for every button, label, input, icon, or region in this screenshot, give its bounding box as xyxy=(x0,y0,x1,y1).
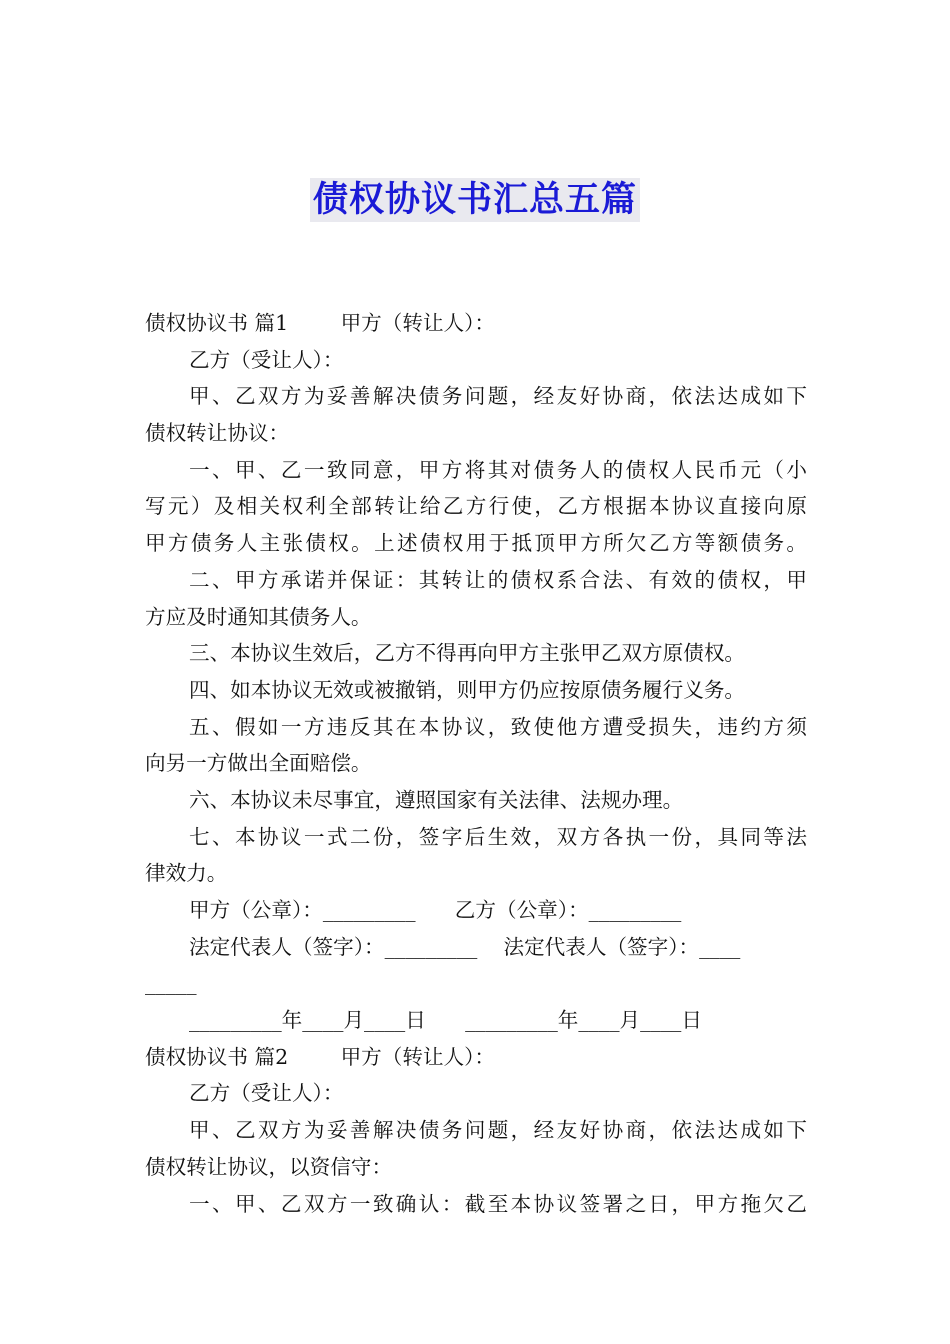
text-line: _____ xyxy=(145,971,197,996)
text-line: 一、甲、乙双方一致确认：截至本协议签署之日，甲方拖欠乙 xyxy=(189,1191,807,1216)
text-line: 二、甲方承诺并保证：其转让的债权系合法、有效的债权，甲 xyxy=(189,567,807,592)
text-line: 债权协议书 篇2 甲方（转让人）： xyxy=(145,1044,496,1069)
text-line: 七、本协议一式二份，签字后生效，双方各执一份，具同等法 xyxy=(189,824,807,849)
text-line: 乙方（受让人）： xyxy=(189,347,344,372)
text-line: 方应及时通知其债务人。 xyxy=(145,604,372,629)
text-line: 一、甲、乙一致同意，甲方将其对债务人的债权人民币元（小 xyxy=(189,457,807,482)
text-line: 五、假如一方违反其在本协议，致使他方遭受损失，违约方须 xyxy=(189,714,807,739)
text-line: _________年____月____日 _________年____月____日 xyxy=(189,1008,702,1033)
title-container xyxy=(0,178,950,222)
text-line: 甲方（公章）：_________ 乙方（公章）：_________ xyxy=(189,898,682,922)
document-body xyxy=(145,305,807,1222)
text-line: 乙方（受让人）： xyxy=(189,1081,344,1106)
text-line: 四、如本协议无效或被撤销，则甲方仍应按原债务履行义务。 xyxy=(189,677,746,702)
text-line: 向另一方做出全面赔偿。 xyxy=(145,751,372,776)
text-line: 债权协议书 篇1 甲方（转让人）： xyxy=(145,311,496,335)
text-line: 债权转让协议： xyxy=(145,421,290,446)
text-line: 甲、乙双方为妥善解决债务问题，经友好协商，依法达成如下 xyxy=(189,384,807,409)
text-line: 律效力。 xyxy=(145,861,228,886)
document-title: 债权协议书汇总五篇 xyxy=(310,178,640,222)
text-line: 六、本协议未尽事宜，遵照国家有关法律、法规办理。 xyxy=(189,787,684,812)
text-line: 写元）及相关权利全部转让给乙方行使，乙方根据本协议直接向原 xyxy=(145,494,807,519)
text-line: 法定代表人（签字）：_________ 法定代表人（签字）：____ xyxy=(189,934,741,959)
text-line: 甲方债务人主张债权。上述债权用于抵顶甲方所欠乙方等额债务。 xyxy=(145,531,807,556)
text-line: 甲、乙双方为妥善解决债务问题，经友好协商，依法达成如下 xyxy=(189,1118,807,1143)
text-line: 三、本协议生效后，乙方不得再向甲方主张甲乙双方原债权。 xyxy=(189,641,746,666)
text-line: 债权转让协议，以资信守： xyxy=(145,1154,393,1179)
